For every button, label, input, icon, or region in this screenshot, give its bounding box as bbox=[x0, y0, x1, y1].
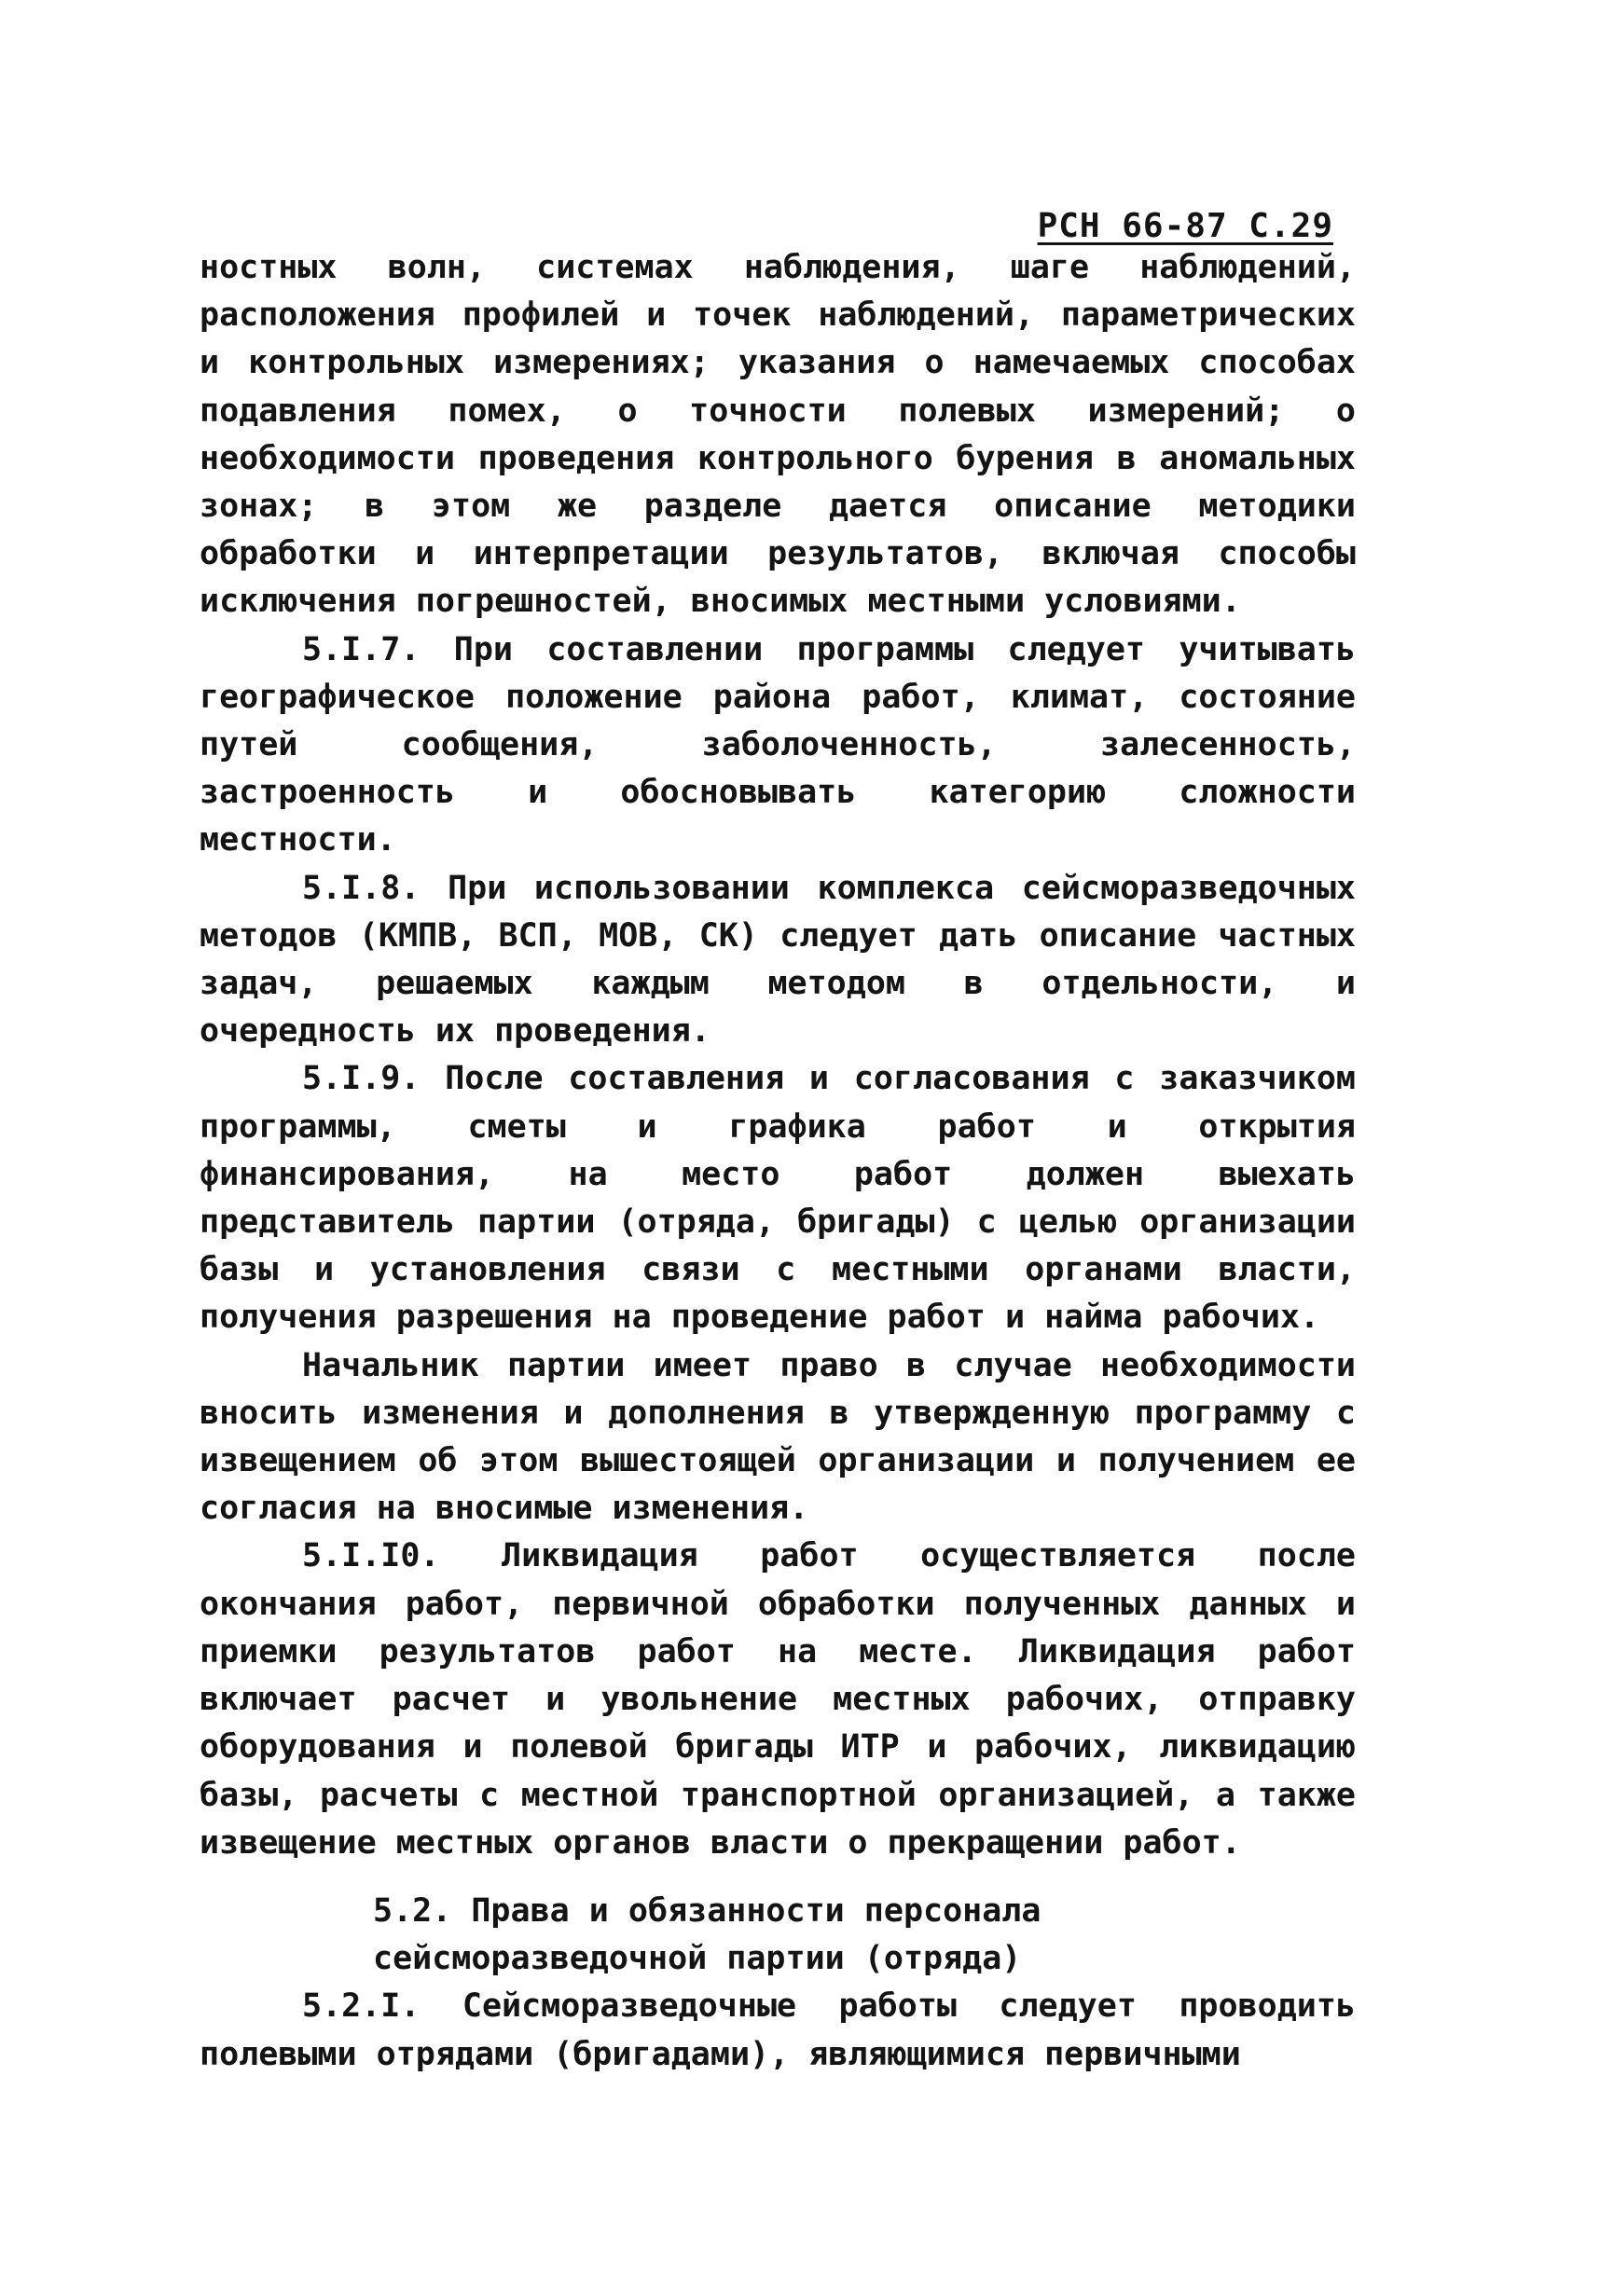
paragraph-5-2-1: 5.2.I. Сейсморазведочные работы следует проводить полевыми отрядами (бригадами), являющимися первичными bbox=[200, 1987, 1356, 2073]
paragraph-5-1-7: 5.I.7. При составлении программы следует учитывать географическое положение района работ, климат, состояние путей сообщения, заболоченность, залесенность, застроенность и обосновывать категорию сложности местности. bbox=[200, 630, 1356, 859]
paragraph-5-1-9-addendum: Начальник партии имеет право в случае необходимости вносить изменения и дополнения в утвержденную программу с извещением об этом вышестоящей организации и получением ее согласия на вносимые изменения. bbox=[200, 1346, 1356, 1528]
section-heading bbox=[373, 1888, 1356, 1983]
document-reference: РСН 66-87 С.29 bbox=[1037, 207, 1333, 245]
section-heading-line-2: сейсморазведочной партии (отряда) bbox=[373, 1940, 1022, 1978]
paragraph-5-1-9: 5.I.9. После составления и согласования с заказчиком программы, сметы и графика работ и открытия финансирования, на место работ должен выехать представитель партии (отряда, бригады) с целью организации базы и установления связи с местными органами власти, получения разрешения на проведение работ и найма рабочих. bbox=[200, 1060, 1356, 1337]
document-body bbox=[200, 244, 1356, 2079]
paragraph-5-1-8: 5.I.8. При использовании комплекса сейсморазведочных методов (КМПВ, ВСП, МОВ, СК) следует дать описание частных задач, решаемых каждым методом в отдельности, и очередность их проведения. bbox=[200, 869, 1356, 1051]
paragraph-5-1-10: 5.I.I0. Ликвидация работ осуществляется после окончания работ, первичной обработки полученных данных и приемки результатов работ на месте. Ликвидация работ включает расчет и увольнение местных рабочих, отправку оборудования и полевой бригады ИТР и рабочих, ликвидацию базы, расчеты с местной транспортной организацией, а также извещение местных органов власти о прекращении работ. bbox=[200, 1537, 1356, 1862]
paragraph-continuation: ностных волн, системах наблюдения, шаге наблюдений, расположения профилей и точек наблюдений, параметрических и контрольных измерениях; указания о намечаемых способах подавления помех, о точности полевых измерений; о необходимости проведения контрольного бурения в аномальных зонах; в этом же разделе дается описание методики обработки и интерпретации результатов, включая способы исключения погрешностей, вносимых местными условиями. bbox=[200, 249, 1356, 621]
section-heading-line-1: 5.2. Права и обязанности персонала bbox=[373, 1891, 1041, 1930]
